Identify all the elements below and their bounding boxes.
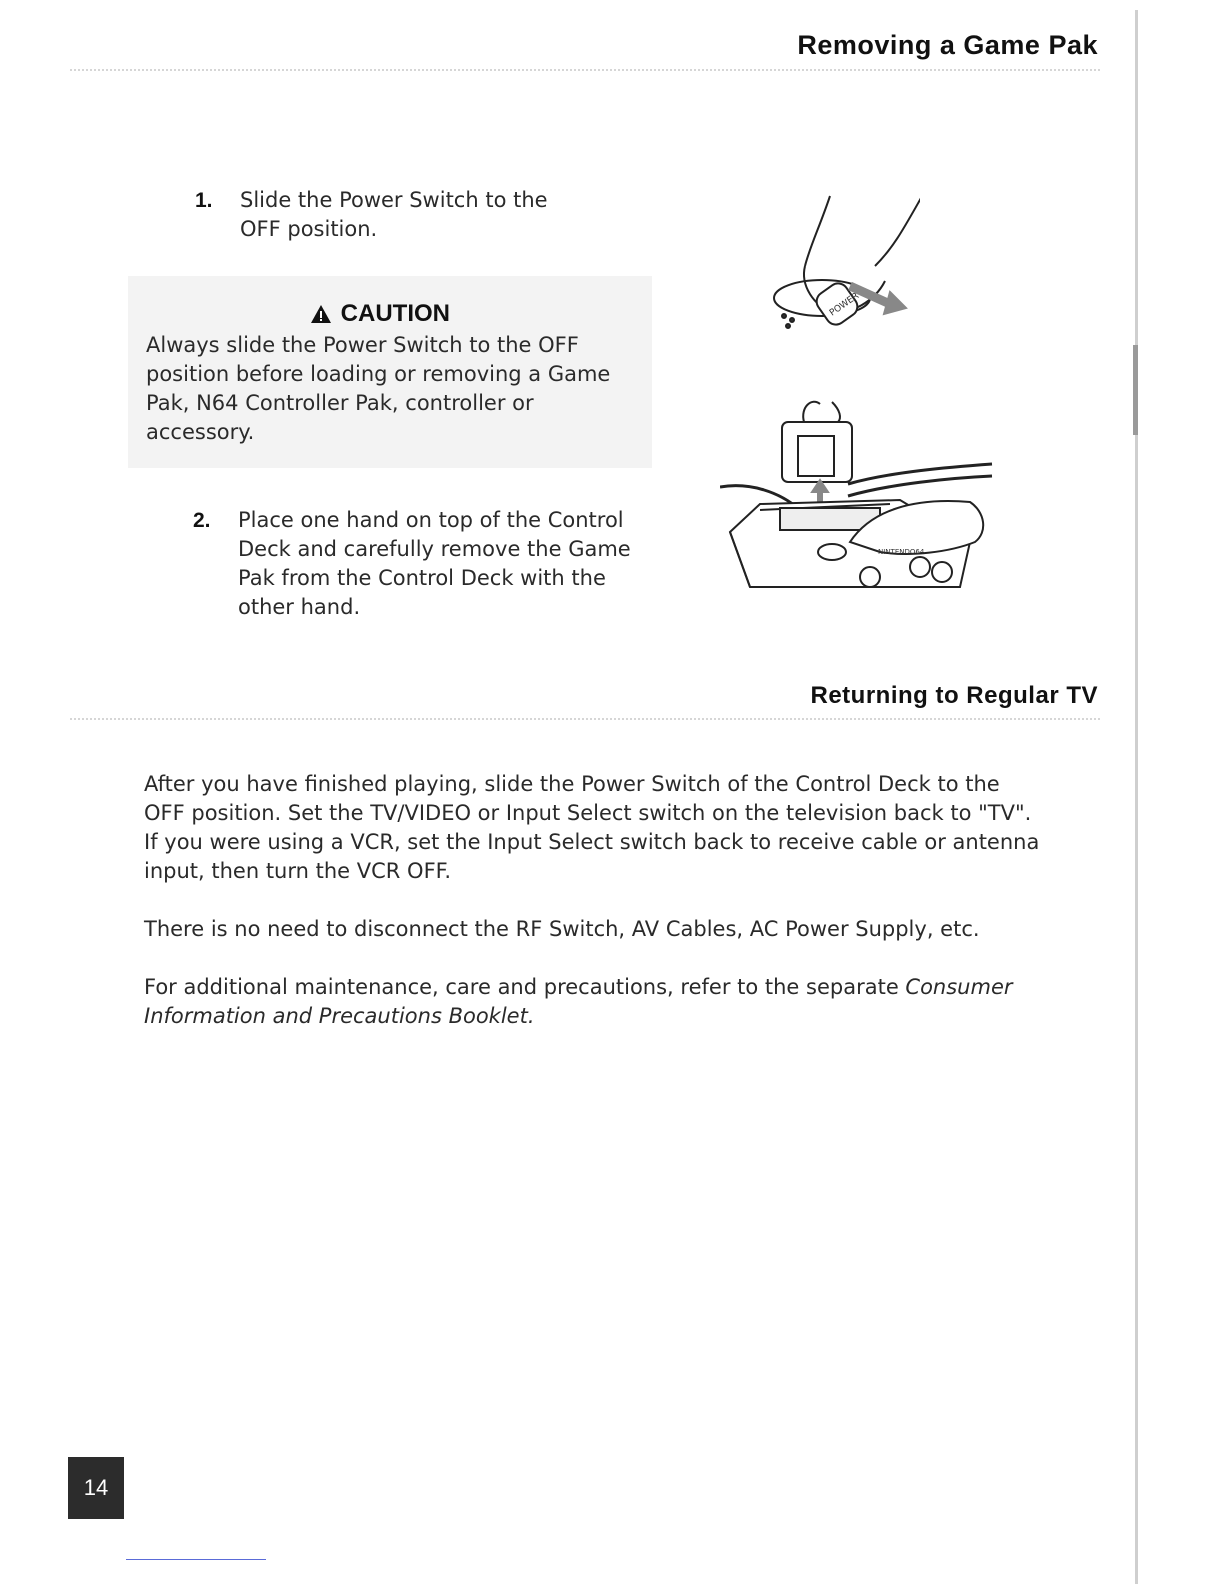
paragraph-finished-playing: After you have finished playing, slide the Power Switch of the Control Deck to the OFF position. Set the TV/VIDEO or Input Select switch on the television back to "TV". If you were using a VCR, set the Input Select switch back to receive cable or antenna input, then turn the VCR OFF. bbox=[144, 772, 1040, 883]
remove-game-pak-illustration bbox=[720, 392, 996, 592]
deck-label: NINTENDO64 bbox=[878, 548, 925, 556]
section-divider bbox=[70, 69, 1100, 71]
caution-heading bbox=[310, 300, 450, 331]
section-title-removing-game-pak: Removing a Game Pak bbox=[797, 30, 1098, 60]
paragraph-no-need-disconnect: There is no need to disconnect the RF Switch, AV Cables, AC Power Supply, etc. bbox=[144, 917, 980, 941]
page-edge bbox=[1135, 10, 1138, 1584]
caution-heading-text: CAUTION bbox=[340, 300, 450, 327]
step-2 bbox=[193, 506, 638, 622]
step-text: Slide the Power Switch to the OFF position. bbox=[240, 188, 548, 241]
booklet-title: Consumer Information and Precautions Booklet. bbox=[144, 975, 1013, 1028]
section-divider bbox=[70, 718, 1100, 720]
paragraph-additional-maintenance bbox=[144, 973, 1044, 1031]
power-switch-illustration bbox=[760, 186, 920, 346]
switch-label: POWER bbox=[827, 291, 862, 319]
step-number: 1. bbox=[195, 189, 213, 212]
step-number: 2. bbox=[193, 509, 211, 532]
page-number: 14 bbox=[68, 1457, 124, 1519]
section-title-returning-to-regular-tv: Returning to Regular TV bbox=[810, 682, 1098, 709]
step-1 bbox=[195, 186, 580, 244]
caution-text: Always slide the Power Switch to the OFF position before loading or removing a Game Pak, N64 Controller Pak, controller or accessory. bbox=[146, 333, 611, 444]
footer-line bbox=[126, 1559, 266, 1560]
page-edge-shadow bbox=[1133, 345, 1138, 435]
paragraph-text: For additional maintenance, care and precautions, refer to the separate bbox=[144, 975, 906, 999]
step-text: Place one hand on top of the Control Deck and carefully remove the Game Pak from the Control Deck with the other hand. bbox=[238, 508, 631, 619]
warning-triangle-icon bbox=[310, 303, 334, 331]
